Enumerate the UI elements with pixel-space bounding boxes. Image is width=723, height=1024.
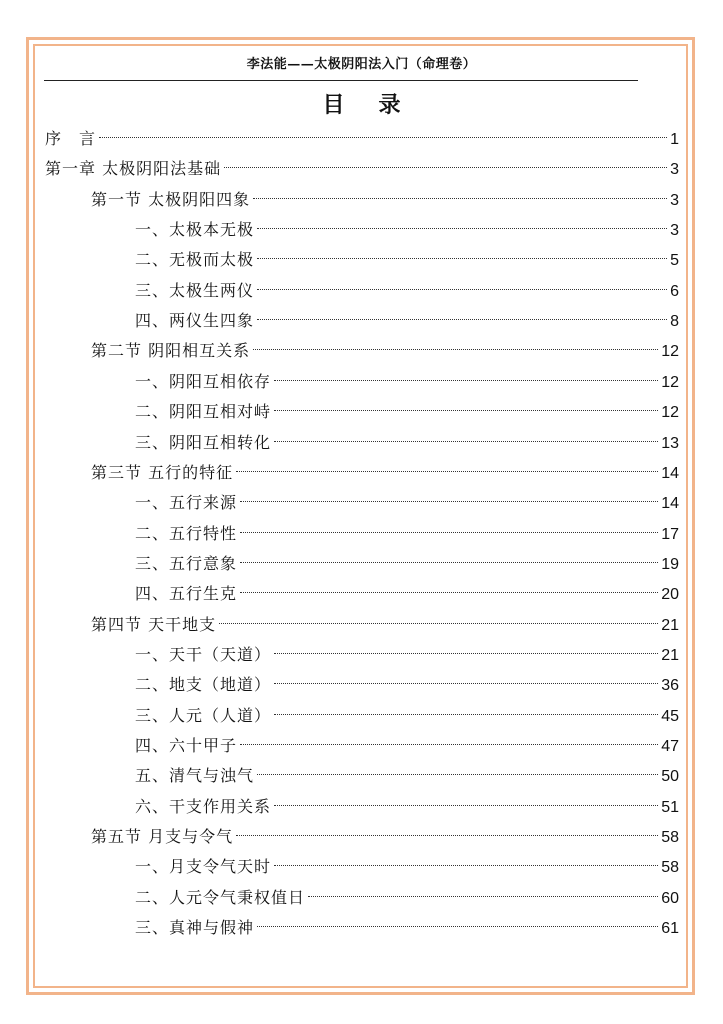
toc-entry-page: 19 xyxy=(661,555,679,573)
toc-entry[interactable] xyxy=(135,731,679,761)
toc-entry[interactable] xyxy=(91,822,679,852)
dot-leader xyxy=(274,380,658,381)
toc-entry-label: 四、两仪生四象 xyxy=(135,311,255,331)
toc-entry[interactable] xyxy=(91,336,679,366)
dot-leader xyxy=(224,167,667,168)
dot-leader xyxy=(274,410,658,411)
toc-entry[interactable] xyxy=(135,852,679,882)
toc-entry-label: 二、人元令气秉权值日 xyxy=(135,887,306,907)
toc-entry-page: 60 xyxy=(661,889,679,907)
toc-entry[interactable] xyxy=(135,245,679,275)
dot-leader xyxy=(274,653,658,654)
toc-entry-label: 三、人元（人道） xyxy=(135,705,272,725)
toc-entry-label: 第二节 阴阳相互关系 xyxy=(91,341,251,361)
dot-leader xyxy=(274,441,658,442)
header-rule xyxy=(44,80,638,81)
toc-entry-label: 一、天干（天道） xyxy=(135,644,272,664)
dot-leader xyxy=(240,592,658,593)
toc-entry-page: 12 xyxy=(661,373,679,391)
dot-leader xyxy=(274,714,658,715)
toc-entry-page: 8 xyxy=(670,313,679,331)
toc-entry-page: 58 xyxy=(661,859,679,877)
toc-entry-page: 3 xyxy=(670,161,679,179)
toc-entry-label: 五、清气与浊气 xyxy=(135,766,255,786)
dot-leader xyxy=(240,562,658,563)
toc-entry[interactable] xyxy=(135,367,679,397)
toc-entry-page: 20 xyxy=(661,586,679,604)
dot-leader xyxy=(99,137,667,138)
toc-entry[interactable] xyxy=(135,549,679,579)
toc-entry-label: 三、阴阳互相转化 xyxy=(135,432,272,452)
toc-entry[interactable] xyxy=(91,610,679,640)
toc-entry[interactable] xyxy=(135,488,679,518)
toc-entry-label: 一、月支令气天时 xyxy=(135,857,272,877)
toc-entry-label: 二、地支（地道） xyxy=(135,675,272,695)
toc-entry-page: 47 xyxy=(661,738,679,755)
toc-entry[interactable] xyxy=(135,883,679,913)
toc-entry[interactable] xyxy=(135,306,679,336)
toc-entry-page: 13 xyxy=(661,434,679,452)
toc-entry-page: 17 xyxy=(661,525,679,543)
toc-entry[interactable] xyxy=(135,761,679,791)
toc-entry-label: 三、真神与假神 xyxy=(135,918,255,938)
toc-entry-page: 3 xyxy=(670,191,679,209)
toc-entry[interactable] xyxy=(135,640,679,670)
dot-leader xyxy=(257,926,658,927)
toc-entry-label: 二、五行特性 xyxy=(135,523,238,543)
toc-entry-label: 第三节 五行的特征 xyxy=(91,462,234,482)
toc-entry[interactable] xyxy=(135,670,679,700)
toc-entry-page: 14 xyxy=(661,464,679,482)
toc-entry-page: 3 xyxy=(670,222,679,240)
page-title: 目录 xyxy=(322,92,435,118)
toc-entry[interactable] xyxy=(45,124,679,154)
toc-entry-label: 二、阴阳互相对峙 xyxy=(135,402,272,422)
dot-leader xyxy=(219,623,658,624)
toc-entry-page: 58 xyxy=(661,829,679,847)
toc-entry[interactable] xyxy=(135,701,679,731)
toc-entry[interactable] xyxy=(91,185,679,215)
toc-entry-label: 四、六十甲子 xyxy=(135,736,238,755)
toc-entry-page: 6 xyxy=(670,282,679,300)
dot-leader xyxy=(236,471,658,472)
toc-entry-page: 12 xyxy=(661,404,679,422)
toc-entry-page: 12 xyxy=(661,343,679,361)
running-header: 李法能——太极阴阳法入门（命理卷） xyxy=(246,57,477,72)
dot-leader xyxy=(257,774,658,775)
dot-leader xyxy=(257,258,667,259)
dot-leader xyxy=(240,532,658,533)
toc-entry-page: 5 xyxy=(670,252,679,270)
toc-entry-page: 14 xyxy=(661,495,679,513)
toc-entry-label: 三、五行意象 xyxy=(135,553,238,573)
toc-entry-page: 1 xyxy=(670,131,679,148)
dot-leader xyxy=(253,349,658,350)
toc-entry-label: 第一章 太极阴阳法基础 xyxy=(45,159,222,179)
toc-entry[interactable] xyxy=(135,792,679,822)
toc-entry-label: 序 言 xyxy=(45,129,97,148)
dot-leader xyxy=(257,228,667,229)
toc-entry-page: 45 xyxy=(661,707,679,725)
toc-entry[interactable] xyxy=(135,519,679,549)
dot-leader xyxy=(240,501,658,502)
dot-leader xyxy=(257,319,667,320)
toc-entry[interactable] xyxy=(135,215,679,245)
toc-entry-page: 21 xyxy=(661,616,679,634)
dot-leader xyxy=(253,198,667,199)
toc-entry-label: 第四节 天干地支 xyxy=(91,614,217,634)
toc-entry[interactable] xyxy=(45,154,679,184)
dot-leader xyxy=(236,835,658,836)
dot-leader xyxy=(240,744,658,745)
toc-entry-label: 四、五行生克 xyxy=(135,584,238,604)
toc-entry-label: 第一节 太极阴阳四象 xyxy=(91,189,251,209)
toc-entry-label: 一、太极本无极 xyxy=(135,220,255,240)
dot-leader xyxy=(308,896,658,897)
toc-entry-label: 一、阴阳互相依存 xyxy=(135,371,272,391)
toc-entry-label: 三、太极生两仪 xyxy=(135,280,255,300)
toc-entry[interactable] xyxy=(135,913,679,943)
dot-leader xyxy=(257,289,667,290)
toc-entry[interactable] xyxy=(135,397,679,427)
toc-entry[interactable] xyxy=(91,458,679,488)
toc-entry-page: 21 xyxy=(661,646,679,664)
toc-entry-page: 61 xyxy=(661,920,679,938)
toc-entry[interactable] xyxy=(135,276,679,306)
toc-entry-label: 六、干支作用关系 xyxy=(135,796,272,816)
toc-entry[interactable] xyxy=(135,428,679,458)
toc-entry-page: 50 xyxy=(661,768,679,786)
toc-entry[interactable] xyxy=(135,579,679,609)
dot-leader xyxy=(274,865,658,866)
dot-leader xyxy=(274,683,658,684)
toc-entry-page: 51 xyxy=(661,798,679,816)
toc-entry-label: 一、五行来源 xyxy=(135,493,238,513)
toc-entry-label: 二、无极而太极 xyxy=(135,250,255,270)
dot-leader xyxy=(274,805,658,806)
toc-entry-page: 36 xyxy=(661,677,679,695)
toc-entry-label: 第五节 月支与令气 xyxy=(91,827,234,847)
